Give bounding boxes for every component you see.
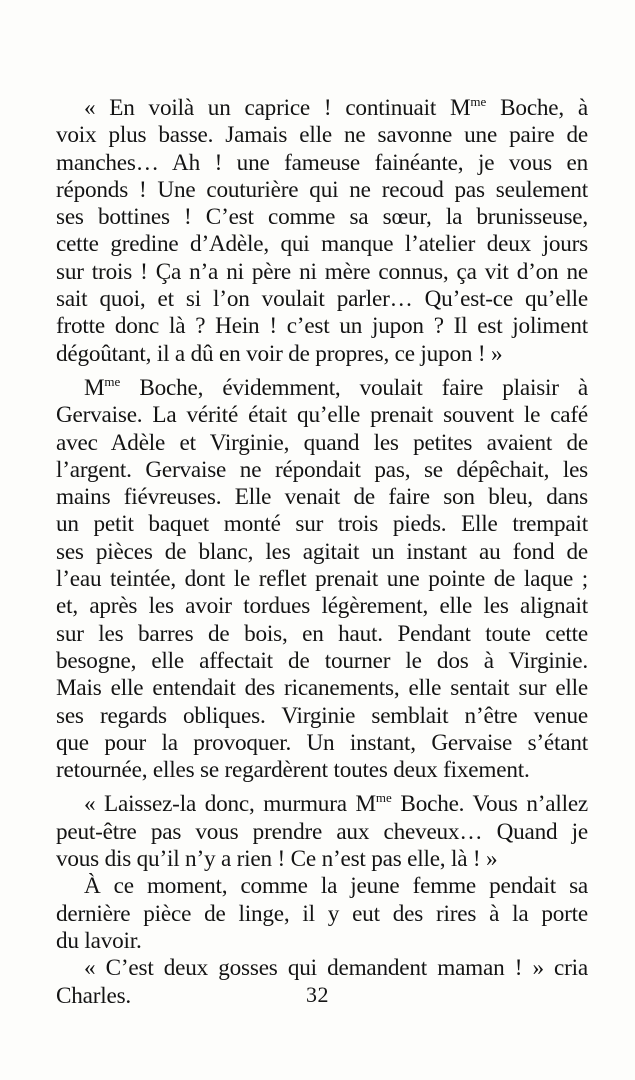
paragraph bbox=[56, 784, 588, 873]
text-line: « En voilà un caprice ! continuait $M^{me}$ Boche, à bbox=[84, 94, 588, 121]
paragraph bbox=[56, 873, 588, 955]
text-line: ses pièces de blanc, les agitait un instant au fond de bbox=[56, 538, 588, 565]
text-line: « Laissez-la donc, murmura $M^{me}$ Boche. Vous n’allez bbox=[84, 790, 589, 818]
text-line: sur trois ! Ça n’a ni père ni mère connus, ça vit d’on ne bbox=[56, 258, 588, 285]
paragraph bbox=[56, 368, 588, 784]
text-line: $M^{me}$ Boche, évidemment, voulait faire plaisir à bbox=[84, 373, 588, 401]
text-line: du lavoir. bbox=[56, 927, 142, 954]
text-line: réponds ! Une couturière qui ne recoud pas seulement bbox=[56, 176, 588, 203]
text-line: ses bottines ! C’est comme sa sœur, la brunisseuse, bbox=[56, 204, 588, 231]
paragraph bbox=[56, 88, 588, 368]
text-line: dégoûtant, il a dû en voir de propres, ce jupon ! » bbox=[56, 340, 503, 367]
text-line: sait quoi, et si l’on voulait parler… Qu’est-ce qu’elle bbox=[56, 286, 588, 313]
text-line: manches… Ah ! une fameuse fainéante, je vous en bbox=[56, 149, 588, 176]
text-line: À ce moment, comme la jeune femme pendait sa bbox=[84, 873, 588, 900]
text-line: « C’est deux gosses qui demandent maman ! » cria bbox=[84, 955, 588, 982]
text-line: un petit baquet monté sur trois pieds. Elle trempait bbox=[56, 511, 588, 538]
text-line: besogne, elle affectait de tourner le dos à Virginie. bbox=[56, 647, 588, 674]
text-line: Mais elle entendait des ricanements, elle sentait sur elle bbox=[56, 675, 588, 702]
body-text bbox=[56, 88, 588, 1010]
text-line: dernière pièce de linge, il y eut des rires à la porte bbox=[56, 900, 588, 927]
text-line: ses regards obliques. Virginie semblait n’être venue bbox=[56, 702, 588, 729]
superscript: me bbox=[104, 373, 121, 389]
text-line: l’eau teintée, dont le reflet prenait une pointe de laque ; bbox=[56, 566, 588, 593]
page-number: 32 bbox=[306, 982, 329, 1007]
text-line: voix plus basse. Jamais elle ne savonne une paire de bbox=[56, 122, 588, 149]
text-line: cette gredine d’Adèle, qui manque l’atelier deux jours bbox=[56, 231, 588, 258]
text-line: avec Adèle et Virginie, quand les petites avaient de bbox=[56, 429, 588, 456]
text-line: Charles. bbox=[56, 982, 132, 1009]
text-line: peut-être pas vous prendre aux cheveux… Quand je bbox=[56, 818, 588, 845]
text-line: frotte donc là ? Hein ! c’est un jupon ? Il est joliment bbox=[56, 313, 588, 340]
text-line: que pour la provoquer. Un instant, Gervaise s’étant bbox=[56, 729, 588, 756]
superscript: me bbox=[470, 94, 487, 109]
text-line: Gervaise. La vérité était qu’elle prenait souvent le café bbox=[56, 402, 588, 429]
text-line: retournée, elles se regardèrent toutes deux fixement. bbox=[56, 757, 530, 784]
text-line: vous dis qu’il n’y a rien ! Ce n’est pas elle, là ! » bbox=[56, 846, 498, 873]
text-line: mains fiévreuses. Elle venait de faire son bleu, dans bbox=[56, 484, 588, 511]
text-line: et, après les avoir tordues légèrement, elle les alignait bbox=[56, 593, 588, 620]
text-line: l’argent. Gervaise ne répondait pas, se dépêchait, les bbox=[56, 456, 588, 483]
superscript: me bbox=[375, 790, 392, 806]
text-line: sur les barres de bois, en haut. Pendant toute cette bbox=[56, 620, 588, 647]
